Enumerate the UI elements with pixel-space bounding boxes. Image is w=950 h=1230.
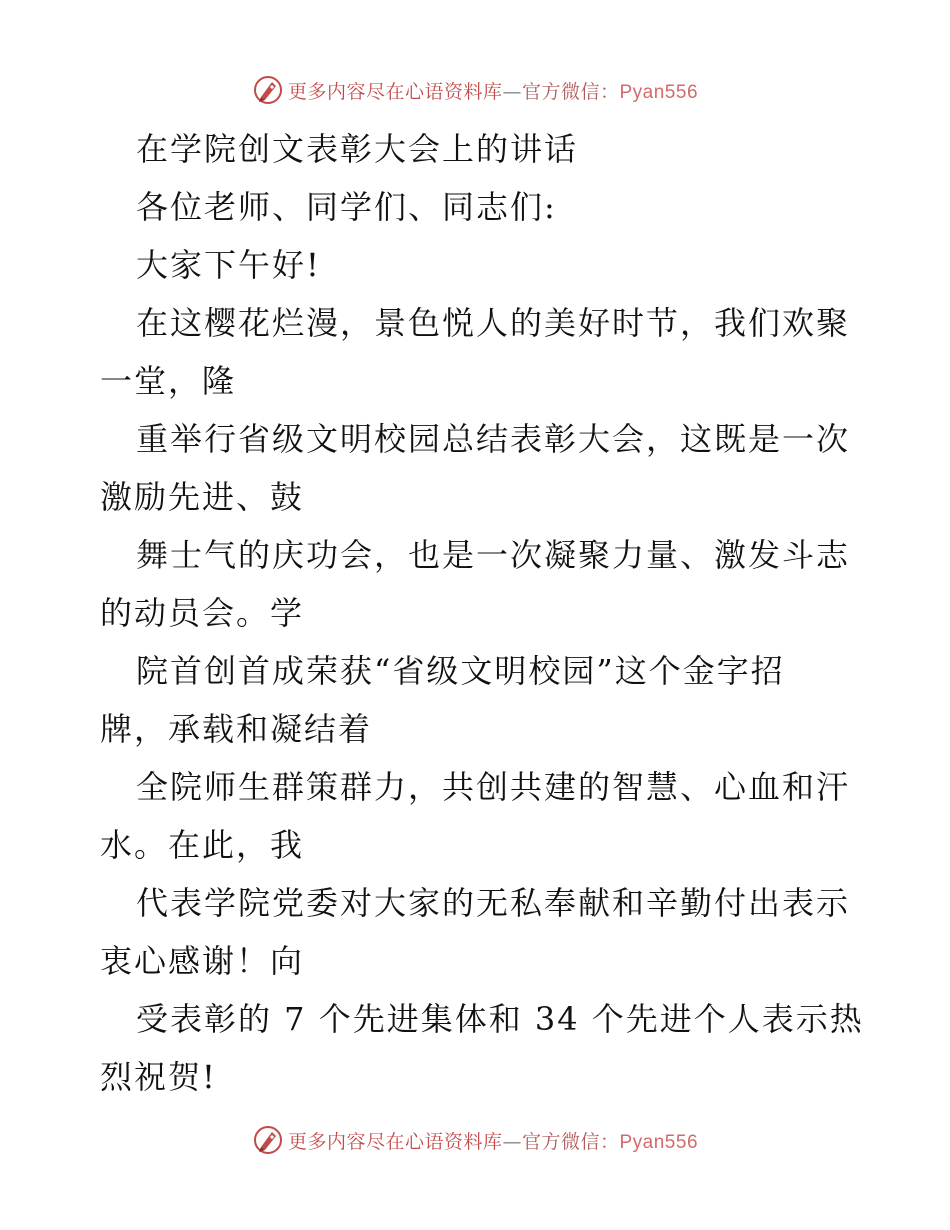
footer-banner	[0, 1120, 950, 1160]
banner-dash: —	[502, 80, 522, 103]
salutation: 各位老师、同学们、同志们:	[136, 188, 557, 226]
banner-dash: —	[502, 1130, 522, 1153]
pen-nib-logo-icon	[252, 1124, 284, 1156]
banner-wechat-id: Pyan556	[619, 81, 699, 103]
paragraph-line: 重举行省级文明校园总结表彰大会，这既是一次	[136, 420, 851, 458]
paragraph-line: 的动员会。学	[100, 594, 305, 632]
paragraph-line: 代表学院党委对大家的无私奉献和辛勤付出表示	[136, 884, 851, 922]
paragraph-line: 受表彰的 7 个先进集体和 34 个先进个人表示热	[136, 1000, 864, 1038]
greeting: 大家下午好!	[136, 246, 321, 284]
paragraph-line: 院首创首成荣获“省级文明校园”这个金字招	[136, 652, 785, 690]
banner-wechat-label: 官方微信：	[521, 1130, 620, 1153]
paragraph-line: 舞士气的庆功会，也是一次凝聚力量、激发斗志	[136, 536, 851, 574]
header-banner	[0, 70, 950, 110]
document-title: 在学院创文表彰大会上的讲话	[136, 130, 579, 168]
paragraph-line: 牌，承载和凝结着	[100, 710, 373, 748]
paragraph-line: 激励先进、鼓	[100, 478, 305, 516]
banner-wechat-id: Pyan556	[619, 1131, 699, 1153]
paragraph-line: 在这樱花烂漫，景色悦人的美好时节，我们欢聚	[136, 304, 851, 342]
banner-wechat-label: 官方微信：	[521, 80, 620, 103]
banner-text	[288, 77, 698, 104]
banner-text	[288, 1127, 698, 1154]
paragraph-line: 烈祝贺!	[100, 1058, 217, 1096]
paragraph-line: 水。在此，我	[100, 826, 305, 864]
pen-nib-logo-icon	[252, 74, 284, 106]
banner-main-text: 更多内容尽在心语资料库	[287, 80, 503, 103]
paragraph-line: 衷心感谢！向	[100, 942, 305, 980]
banner-main-text: 更多内容尽在心语资料库	[287, 1130, 503, 1153]
paragraph-line: 一堂，隆	[100, 362, 237, 400]
paragraph-line: 全院师生群策群力，共创共建的智慧、心血和汗	[136, 768, 851, 806]
document-body	[100, 120, 864, 1106]
